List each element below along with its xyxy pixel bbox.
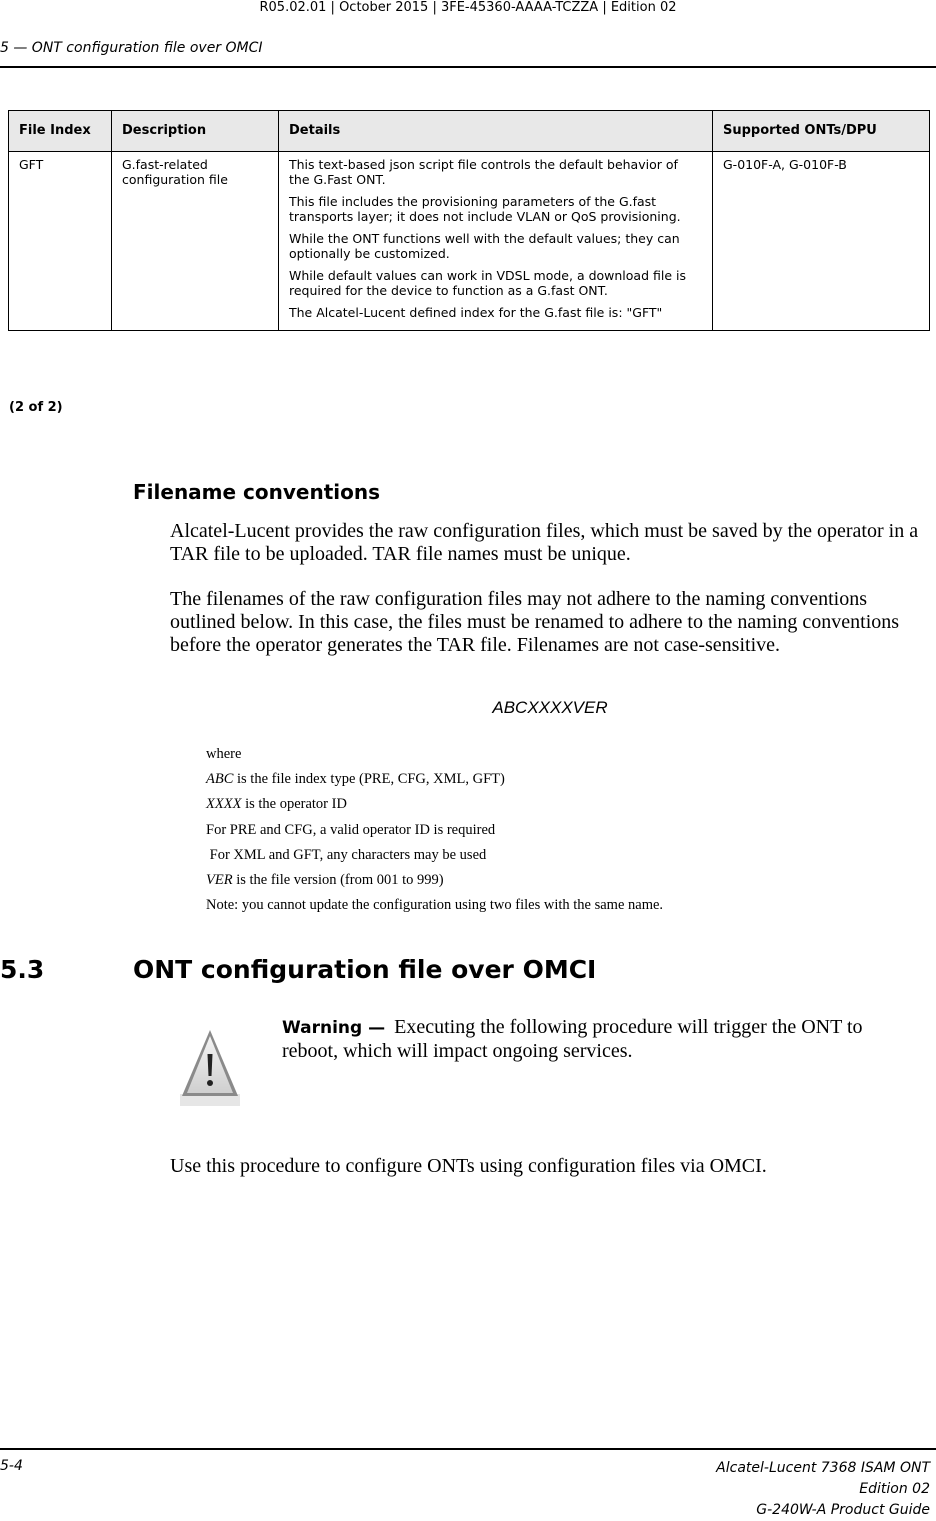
col-header-details: Details bbox=[279, 111, 713, 152]
filename-para-1: Alcatel-Lucent provides the raw configuration files, which must be saved by the operator in a TAR file to be uploaded. TAR file names must be unique. bbox=[170, 520, 919, 565]
col-header-description: Description bbox=[112, 111, 279, 152]
cell-supported: G-010F-A, G-010F-B bbox=[713, 152, 930, 331]
def-ver-text: is the file version (from 001 to 999) bbox=[232, 871, 444, 888]
footer-rule bbox=[0, 1448, 936, 1450]
details-line: This text-based json script file controls the default behavior of the G.Fast ONT. bbox=[289, 157, 678, 187]
cell-description: G.fast-related configuration file bbox=[112, 152, 279, 331]
filename-formula: ABCXXXXVER bbox=[492, 698, 608, 717]
def-where: where bbox=[206, 746, 242, 762]
page-number: 5-4 bbox=[0, 1458, 23, 1474]
warning-box bbox=[282, 1016, 922, 1063]
section-heading bbox=[0, 955, 596, 984]
footer-guide: G-240W-A Product Guide bbox=[756, 1502, 930, 1518]
footer-edition: Edition 02 bbox=[859, 1481, 930, 1497]
def-xxxx-text: is the operator ID bbox=[241, 796, 347, 813]
warning-label: Warning — bbox=[282, 1018, 386, 1038]
table-caption: (2 of 2) bbox=[9, 400, 63, 415]
filename-para-2: The filenames of the raw configuration files may not adhere to the naming conventions outlined below. In this case, the files must be renamed to adhere to the naming conventions before the operator generates the TAR file. Filenames are not case-sensitive. bbox=[170, 588, 900, 656]
config-file-table bbox=[8, 110, 930, 331]
cell-details bbox=[279, 152, 713, 331]
def-note: Note: you cannot update the configuration using two files with the same name. bbox=[206, 897, 664, 914]
header-rule bbox=[0, 66, 936, 68]
document-reference: R05.02.01 | October 2015 | 3FE-45360-AAAA-TCZZA | Edition 02 bbox=[259, 0, 677, 15]
def-abc bbox=[206, 769, 663, 794]
def-abc-text: is the file index type (PRE, CFG, XML, GFT) bbox=[233, 771, 505, 788]
warning-text: Executing the following procedure will trigger the ONT to reboot, which will impact ongoing services. bbox=[282, 1016, 863, 1062]
details-line: While default values can work in VDSL mode, a download file is required for the device to function as a G.fast ONT. bbox=[289, 268, 686, 298]
col-header-supported: Supported ONTs/DPU bbox=[713, 111, 930, 152]
details-line: This file includes the provisioning parameters of the G.fast transports layer; it does not include VLAN or QoS provisioning. bbox=[289, 194, 681, 224]
def-xxxx bbox=[206, 794, 663, 819]
def-ver bbox=[206, 870, 663, 895]
procedure-intro: Use this procedure to configure ONTs using configuration files via OMCI. bbox=[170, 1155, 767, 1177]
def-abc-key: ABC bbox=[206, 771, 234, 788]
section-number: 5.3 bbox=[0, 955, 45, 984]
col-header-file-index: File Index bbox=[9, 111, 112, 152]
warning-triangle-icon bbox=[178, 1020, 242, 1112]
table-row bbox=[9, 152, 930, 331]
def-xml-gft: For XML and GFT, any characters may be used bbox=[206, 846, 487, 863]
filename-definitions bbox=[206, 744, 663, 920]
running-header: 5 — ONT configuration file over OMCI bbox=[0, 40, 263, 56]
filename-conventions-heading: Filename conventions bbox=[133, 480, 381, 504]
footer-product: Alcatel-Lucent 7368 ISAM ONT bbox=[716, 1460, 930, 1476]
section-title: ONT configuration file over OMCI bbox=[133, 955, 597, 984]
details-line: While the ONT functions well with the default values; they can optionally be customized. bbox=[289, 231, 680, 261]
def-pre-cfg: For PRE and CFG, a valid operator ID is required bbox=[206, 821, 496, 838]
cell-file-index: GFT bbox=[9, 152, 112, 331]
details-line: The Alcatel-Lucent defined index for the G.fast file is: "GFT" bbox=[289, 305, 663, 320]
footer-product-info bbox=[716, 1458, 930, 1521]
def-xxxx-key: XXXX bbox=[206, 796, 242, 813]
def-ver-key: VER bbox=[206, 871, 233, 888]
table-header-row bbox=[9, 111, 930, 152]
